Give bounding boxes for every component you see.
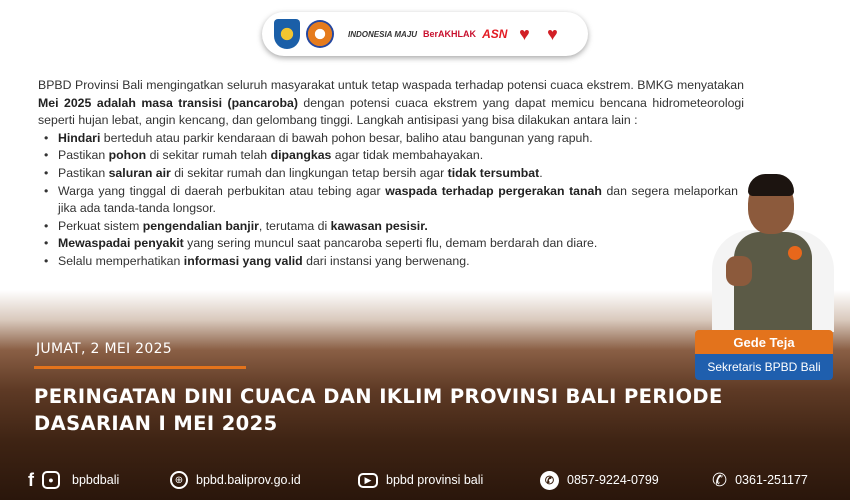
list-item: • Hindari berteduh atau parkir kendaraan di bawah pohon besar, baliho atau bangunan yang rapuh.: [38, 130, 744, 148]
spokesperson-role: Sekretaris BPBD Bali: [695, 354, 833, 380]
intro-text: BMKG menyatakan: [633, 78, 744, 92]
globe-icon: ⊕: [170, 471, 188, 489]
intro-text: dengan potensi cuaca ekstrem yang dapat memicu bencana hidrometeorologi seperti hujan lebat, angin kencang, dan gelombang tinggi. Langkah antisipasi yang bisa dilakukan antara lain :: [38, 95, 744, 128]
spokesperson-photo: [712, 172, 834, 332]
divider: [34, 366, 246, 369]
youtube-text: bpbd provinsi bali: [386, 473, 484, 487]
website-link[interactable]: [170, 466, 301, 494]
berakhlak-logo: BerAKHLAK: [423, 29, 477, 39]
whatsapp-number: 0857-9224-0799: [567, 473, 659, 487]
youtube-icon: ▶: [358, 473, 378, 488]
list-item: • Pastikan pohon di sekitar rumah telah dipangkas agar tidak membahayakan.: [38, 147, 744, 165]
logo-bar: [262, 12, 588, 56]
page-title: PERINGATAN DINI CUACA DAN IKLIM PROVINSI BALI PERIODE DASARIAN I MEI 2025: [34, 385, 723, 435]
list-item: • Perkuat sistem pengendalian banjir, terutama di kawasan pesisir.: [38, 218, 744, 236]
intro-paragraph: [38, 77, 744, 130]
spokesperson-name: Gede Teja: [695, 330, 833, 354]
anticipation-list: [38, 130, 744, 271]
youtube-link[interactable]: [358, 466, 483, 494]
phone-link[interactable]: [712, 466, 808, 494]
facebook-icon: f: [28, 469, 34, 490]
intro-highlight: Mei 2025 adalah masa transisi (pancaroba): [38, 95, 298, 110]
list-item: • Selalu memperhatikan informasi yang valid dari instansi yang berwenang.: [38, 253, 744, 271]
list-item: • Warga yang tinggal di daerah perbukitan atau tebing agar waspada terhadap pergerakan tanah dan segera melaporkan jika ada tanda-tanda longsor.: [38, 183, 738, 218]
indonesia-maju-logo: INDONESIA MAJU: [348, 29, 418, 39]
intro-sentence: BPBD Provinsi Bali mengingatkan seluruh masyarakat untuk tetap waspada terhadap potensi cuaca ekstrem.: [38, 78, 634, 92]
bangga-buatan-indonesia-logo: ♥: [519, 23, 530, 44]
social-handle: bpbdbali: [72, 473, 120, 487]
list-item: • Pastikan saluran air di sekitar rumah dan lingkungan tetap bersih agar tidak tersumbat.: [38, 165, 744, 183]
bpbd-logo: [306, 20, 334, 48]
content-block: [38, 77, 744, 271]
instagram-icon: ●: [42, 471, 60, 489]
whatsapp-link[interactable]: [540, 466, 659, 494]
post-date: JUMAT, 2 MEI 2025: [36, 341, 172, 357]
social-link[interactable]: [28, 466, 119, 494]
list-item: • Mewaspadai penyakit yang sering muncul saat pancaroba seperti flu, demam berdarah dan diare.: [38, 235, 744, 253]
asn-logo: ASN: [482, 27, 508, 41]
whatsapp-icon: ✆: [540, 471, 559, 490]
footer: [0, 466, 850, 494]
bali-province-crest-logo: [274, 19, 300, 49]
phone-number: 0361-251177: [735, 473, 808, 487]
phone-icon: ✆: [712, 469, 728, 490]
bangga-berwisata-indonesia-logo: ♥: [547, 23, 558, 44]
website-text: bpbd.baliprov.go.id: [196, 473, 301, 487]
